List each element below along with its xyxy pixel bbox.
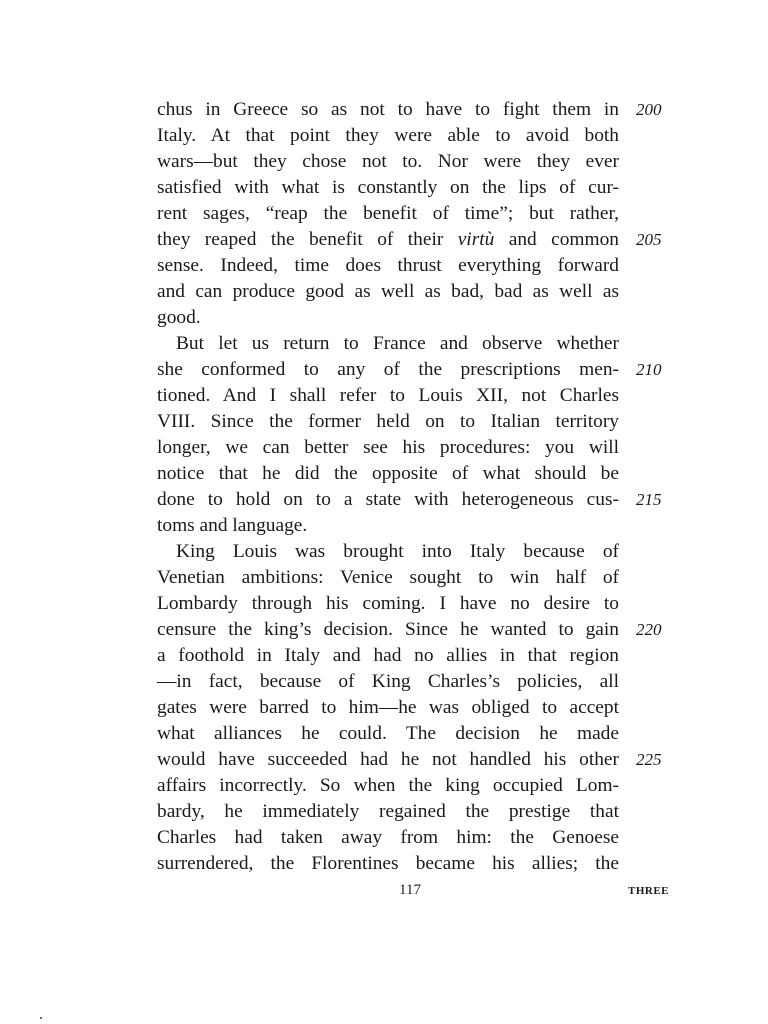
- text-line: what alliances he could. The decision he made: [157, 723, 619, 744]
- text-line: rent sages, “reap the benefit of time”; but rather,: [157, 203, 619, 224]
- text-line: good.: [157, 307, 201, 328]
- text-line: would have succeeded had he not handled his other: [157, 749, 619, 770]
- text-line: tioned. And I shall refer to Louis XII, not Charles: [157, 385, 619, 406]
- text-line: [157, 227, 619, 253]
- line-number: 220: [636, 620, 662, 639]
- text-line: VIII. Since the former held on to Italian territory: [157, 411, 619, 432]
- text-line: sense. Indeed, time does thrust everything forward: [157, 255, 619, 276]
- italic-term: virtù: [457, 229, 495, 250]
- text-line: censure the king’s decision. Since he wanted to gain: [157, 619, 619, 640]
- text-line: affairs incorrectly. So when the king occupied Lom-: [157, 775, 619, 796]
- section-label: THREE: [628, 885, 670, 897]
- text-line: But let us return to France and observe whether: [176, 333, 619, 354]
- scan-speck: [40, 1017, 42, 1019]
- text-line: —in fact, because of King Charles’s policies, all: [157, 671, 619, 692]
- text-line: toms and language.: [157, 515, 308, 536]
- text-line: King Louis was brought into Italy because of: [176, 541, 619, 562]
- line-number: 200: [636, 100, 662, 119]
- text-line: Charles had taken away from him: the Genoese: [157, 827, 619, 848]
- text-line: Venetian ambitions: Venice sought to win half of: [157, 567, 619, 588]
- line-number: 215: [636, 490, 662, 509]
- text-line: bardy, he immediately regained the prestige that: [157, 801, 619, 822]
- text-line: done to hold on to a state with heterogeneous cus-: [157, 489, 619, 510]
- text-line: wars—but they chose not to. Nor were they ever: [157, 151, 619, 172]
- text-line: and can produce good as well as bad, bad as well as: [157, 281, 619, 302]
- text-line: chus in Greece so as not to have to fight them in: [157, 99, 619, 120]
- text-line: Italy. At that point they were able to avoid both: [157, 125, 619, 146]
- text-line: Lombardy through his coming. I have no desire to: [157, 593, 619, 614]
- text-line: notice that he did the opposite of what should be: [157, 463, 619, 484]
- text-line: satisfied with what is constantly on the lips of cur-: [157, 177, 619, 198]
- line-number: 225: [636, 750, 662, 769]
- text-line: longer, we can better see his procedures: you will: [157, 437, 619, 458]
- text-segment: they reaped the benefit of their: [157, 229, 458, 250]
- text-segment: and common: [494, 229, 619, 250]
- text-line: she conformed to any of the prescriptions men-: [157, 359, 619, 380]
- line-number: 205: [636, 230, 662, 249]
- text-line: gates were barred to him—he was obliged to accept: [157, 697, 619, 718]
- text-line: surrendered, the Florentines became his allies; the: [157, 853, 619, 874]
- text-line: a foothold in Italy and had no allies in that region: [157, 645, 619, 666]
- page-number: 117: [399, 882, 421, 898]
- line-number: 210: [636, 360, 662, 379]
